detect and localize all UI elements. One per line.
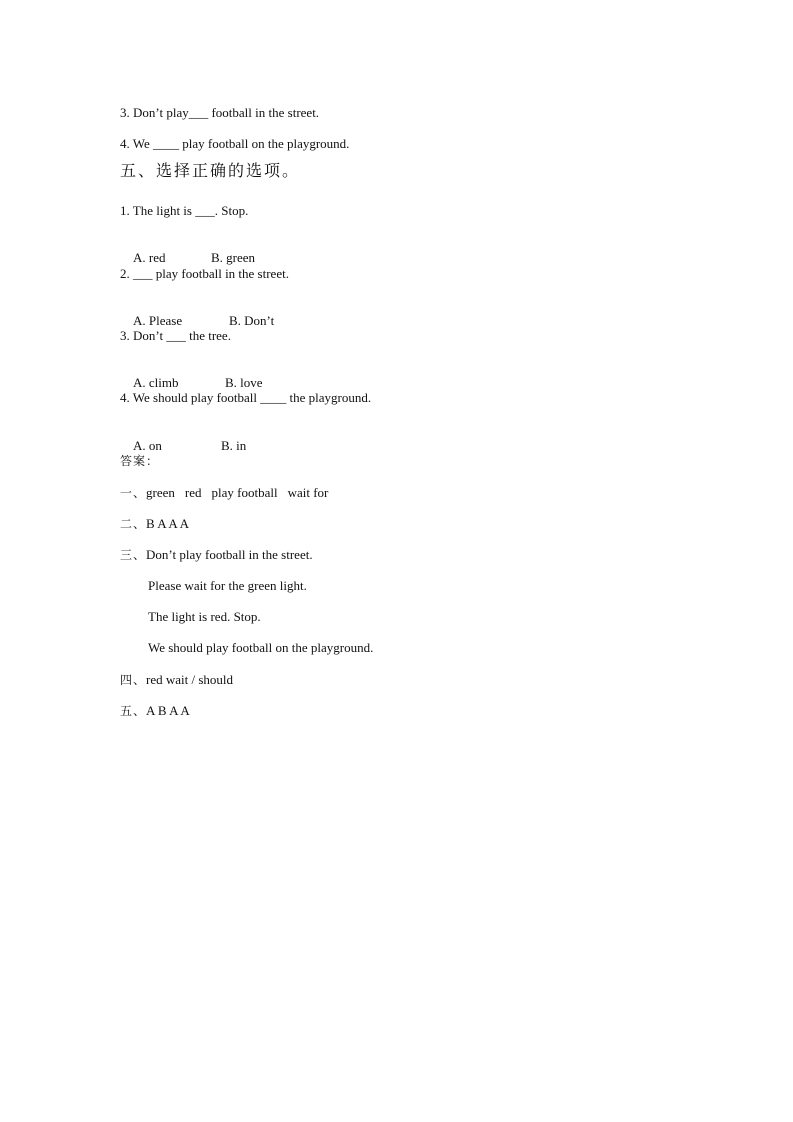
answer-prefix: 四、 [120,673,147,687]
question-line: 1. The light is ___. Stop. [120,203,249,218]
answer-line-2 [120,516,189,532]
answer-item: red [184,485,202,500]
answer-item: wait for [287,485,329,500]
answer-line-3-cont: Please wait for the green light. [148,578,307,593]
option-a: A. Please [133,313,183,328]
question-line: 2. ___ play football in the street. [120,266,289,281]
answer-prefix: 二、 [120,517,147,531]
option-b: B. in [221,438,247,453]
section-heading: 五、选择正确的选项。 [120,161,301,180]
question-line: 4. We should play football ____ the playground. [120,390,372,405]
answer-line-5 [120,703,190,719]
option-b: B. green [211,250,256,265]
answer-text: red wait / should [146,672,234,687]
option-a: A. on [133,438,162,453]
answer-line-4 [120,672,233,688]
answers-label: 答案： [120,454,160,468]
option-a: A. climb [133,375,179,390]
question-line: 4. We ____ play football on the playground. [120,136,350,151]
answer-line-3-cont: We should play football on the playground. [148,640,374,655]
question-line: 3. Don’t play___ football in the street. [120,105,320,120]
answer-prefix: 一、 [120,486,147,500]
question-line: 3. Don’t ___ the tree. [120,328,231,343]
answer-text: Don’t play football in the street. [146,547,313,562]
answer-line-1 [120,485,328,501]
answer-line-3 [120,547,313,563]
answer-prefix: 五、 [120,704,147,718]
answer-item: green [146,485,175,500]
option-b: B. love [225,375,263,390]
answer-line-3-cont: The light is red. Stop. [148,609,261,624]
option-b: B. Don’t [229,313,275,328]
option-a: A. red [133,250,166,265]
answer-item: play football [211,485,278,500]
answer-text: B A A A [146,516,190,531]
answer-text: A B A A [146,703,190,718]
answer-prefix: 三、 [120,548,147,562]
